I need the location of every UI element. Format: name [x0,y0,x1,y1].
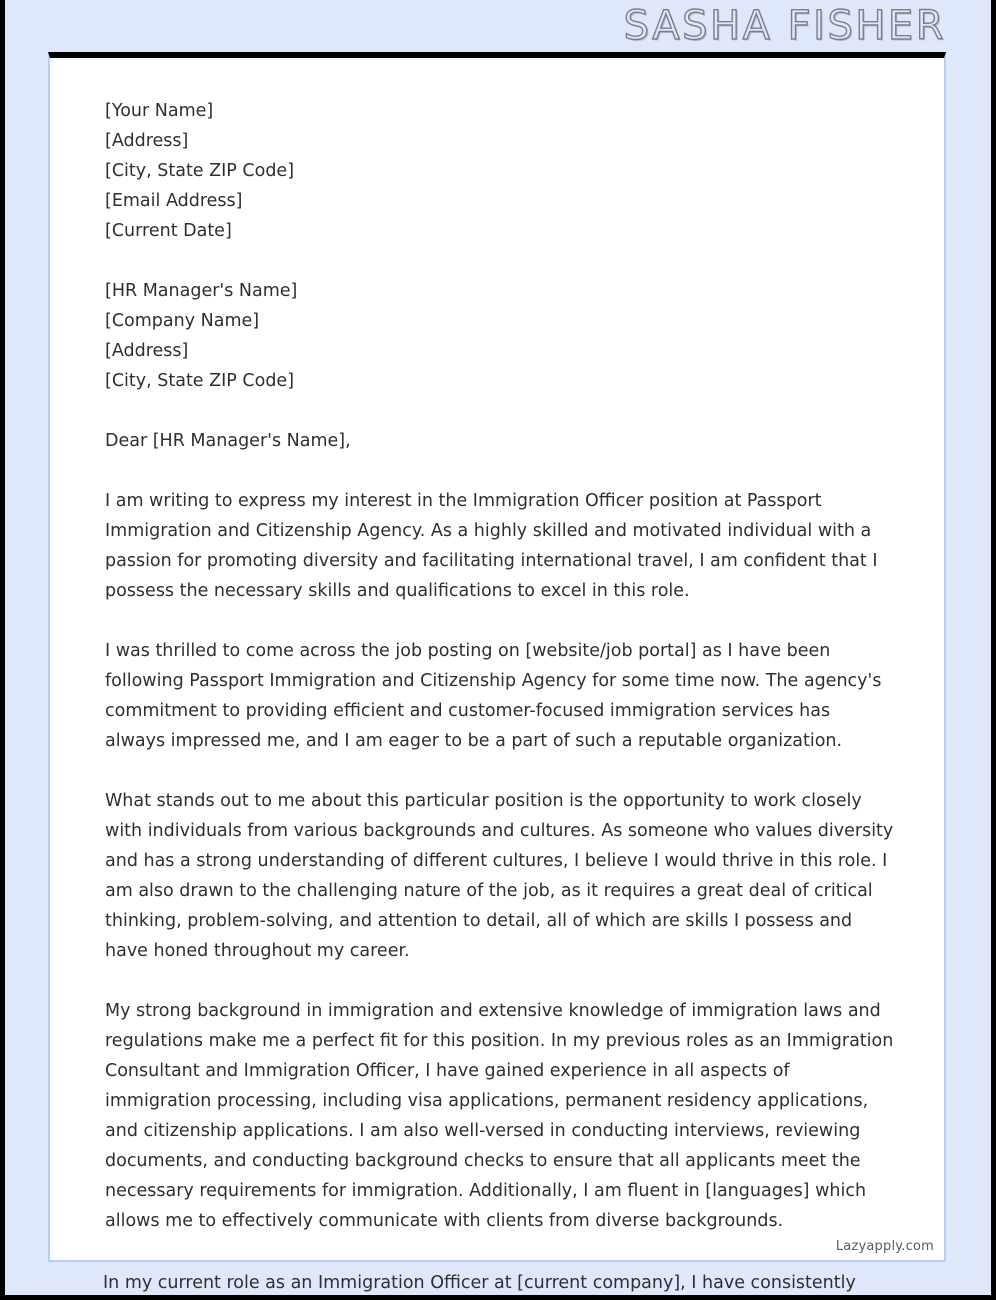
body-paragraph: What stands out to me about this particular position is the opportunity to work closely with individuals from various backgrounds and cultures. As someone who values diversity and has a strong understanding of different cultures, I believe I would thrive in this role. I am also drawn to the challenging nature of the job, as it requires a great deal of critical thinking, problem-solving, and attention to detail, all of which are skills I possess and have honed throughout my career. [105,791,894,961]
candidate-name-title: SASHA FISHER [623,3,946,49]
spacer [105,966,894,996]
spacer [105,396,894,426]
recipient-name: [HR Manager's Name] [105,281,298,301]
lazyapply-watermark: Lazyapply.com [835,1239,934,1254]
salutation: Dear [HR Manager's Name], [105,431,351,451]
body-paragraph: I was thrilled to come across the job posting on [website/job portal] as I have been following Passport Immigration and Citizenship Agency for some time now. The agency's commitment to providing efficient and customer-focused immigration services has always impressed me, and I am eager to be a part of such a reputable organization. [105,641,882,751]
sender-city-state-zip: [City, State ZIP Code] [105,161,295,181]
recipient-address: [Address] [105,341,189,361]
sender-date: [Current Date] [105,221,232,241]
recipient-city-state-zip: [City, State ZIP Code] [105,371,295,391]
cover-letter-page [48,52,946,1262]
document-header [5,0,991,52]
continuation-line: In my current role as an Immigration Officer at [current company], I have consistently [103,1273,856,1293]
recipient-company: [Company Name] [105,311,260,331]
body-paragraph: I am writing to express my interest in the Immigration Officer position at Passport Immigration and Citizenship Agency. As a highly skilled and motivated individual with a passion for promoting diversity and facilitating international travel, I am confident that I possess the necessary skills and qualifications to excel in this role. [105,491,878,601]
sender-address: [Address] [105,131,189,151]
spacer [105,456,894,486]
body-paragraph: My strong background in immigration and extensive knowledge of immigration laws and regulations make me a perfect fit for this position. In my previous roles as an Immigration Consultant and Immigration Officer, I have gained experience in all aspects of immigration processing, including visa applications, permanent residency applications, and citizenship applications. I am also well-versed in conducting interviews, reviewing documents, and conducting background checks to ensure that all applicants meet the necessary requirements for immigration. Additionally, I am fluent in [languages] which allows me to effectively communicate with clients from diverse backgrounds. [105,1001,894,1231]
sender-name: [Your Name] [105,101,214,121]
spacer [105,756,894,786]
spacer [105,606,894,636]
spacer [105,246,894,276]
sender-email: [Email Address] [105,191,243,211]
letter-content [50,58,944,1236]
